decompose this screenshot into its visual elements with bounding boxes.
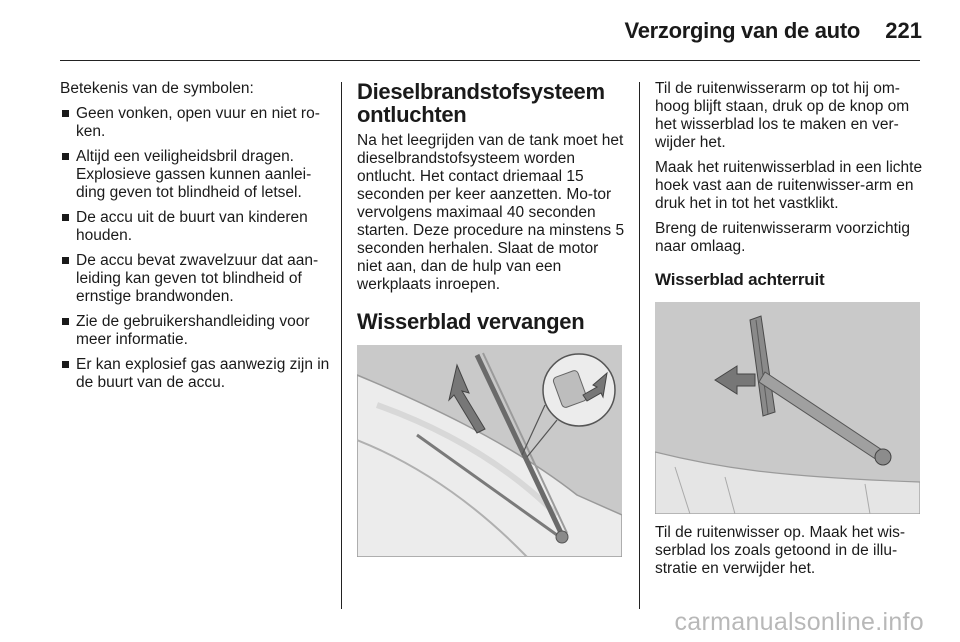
list-item: De accu uit de buurt van kinderen houden. [60, 209, 330, 245]
section-title-wiper: Wisserblad vervangen [357, 309, 585, 334]
rear-wiper-paragraph: Til de ruitenwisser op. Maak het wis-serblad los zoals getoond in de illu-stratie en verwijder het. [655, 524, 906, 577]
section-title-diesel: Dieselbrandstofsysteem ontluchten [357, 79, 605, 127]
wiper-paragraph-2: Maak het ruitenwisserblad in een lichte hoek vast aan de ruitenwisser-arm en druk het in tot het vastklikt. [655, 159, 923, 212]
list-item: Altijd een veiligheidsbril dragen. Explosieve gassen kunnen aanlei-ding geven tot blindheid of letsel. [60, 148, 330, 202]
column-1 [60, 80, 330, 399]
list-item: Er kan explosief gas aanwezig zijn in de buurt van de accu. [60, 356, 330, 392]
front-wiper-illustration [357, 345, 622, 557]
column-3 [655, 80, 925, 585]
symbols-intro: Betekenis van de symbolen: [60, 80, 254, 97]
subsection-title-rear-wiper: Wisserblad achterruit [655, 270, 825, 289]
footer-watermark: carmanualsonline.info [674, 608, 924, 636]
wiper-paragraph-3: Breng de ruitenwisserarm voorzichtig naar omlaag. [655, 220, 910, 255]
rear-wiper-illustration [655, 302, 920, 514]
list-item: De accu bevat zwavelzuur dat aan-leiding kan geven tot blindheid of ernstige brandwonden. [60, 252, 330, 306]
symbols-list [60, 105, 330, 392]
list-item: Geen vonken, open vuur en niet ro-ken. [60, 105, 330, 141]
wiper-paragraph-1: Til de ruitenwisserarm op tot hij om-hoog blijft staan, druk op de knop om het wisserblad los te maken en ver-wijder het. [655, 80, 910, 151]
column-2 [357, 80, 625, 557]
list-item: Zie de gebruikershandleiding voor meer informatie. [60, 313, 330, 349]
header-rule [60, 60, 920, 61]
column-divider-2 [639, 82, 640, 609]
diesel-paragraph: Na het leegrijden van de tank moet het dieselbrandstofsysteem worden ontlucht. Het contact driemaal 15 seconden per keer aanzetten. Mo-tor vervolgens maximaal 40 seconden starten. Deze procedure na minstens 5 seconden herhalen. Slaat de motor niet aan, dan de hulp van een werkplaats inroepen. [357, 132, 625, 293]
page-number: 221 [885, 18, 922, 43]
header-title: Verzorging van de auto [624, 18, 860, 43]
column-divider-1 [341, 82, 342, 609]
